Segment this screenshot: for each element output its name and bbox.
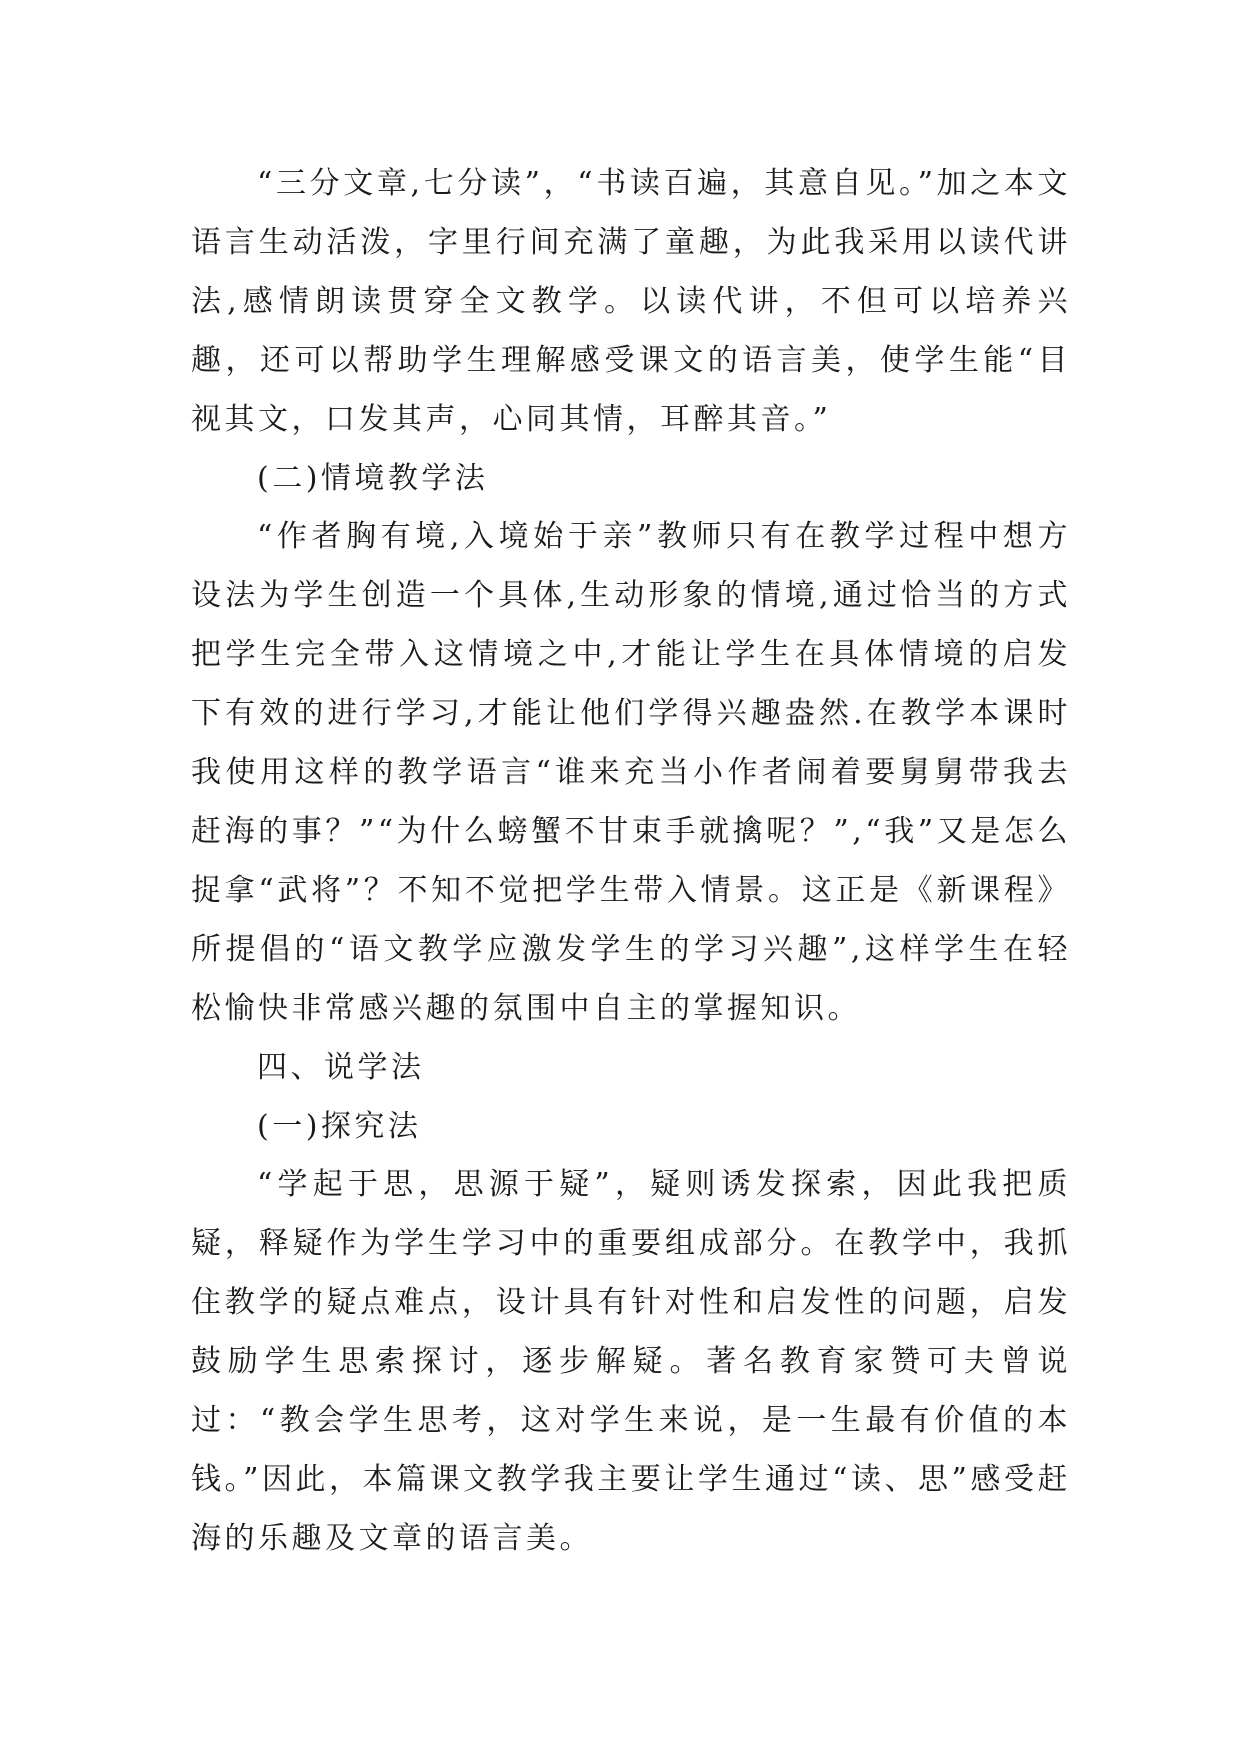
heading-learning-methods: 四、说学法: [257, 1049, 425, 1085]
document-body: [191, 155, 1071, 1569]
paragraph-situational-teaching: “作者胸有境,入境始于亲”教师只有在教学过程中想方设法为学生创造一个具体,生动形象的情境,通过恰当的方式把学生完全带入这情境之中,才能让学生在具体情境的启发下有效的进行学习,才能让他们学得兴趣盎然.在教学本课时我使用这样的教学语言“谁来充当小作者闹着要舅舅带我去赶海的事？”“为什么螃蟹不甘束手就擒呢？”,“我”又是怎么捉拿“武将”？不知不觉把学生带入情景。这正是《新课程》所提倡的“语文教学应激发学生的学习兴趣”,这样学生在轻松愉快非常感兴趣的氛围中自主的掌握知识。: [191, 519, 1071, 1026]
heading-inquiry-method: (一)探究法: [257, 1108, 422, 1144]
heading-situational-teaching: (二)情境教学法: [257, 460, 489, 496]
paragraph-inquiry-method: “学起于思，思源于疑”，疑则诱发探索，因此我把质疑，释疑作为学生学习中的重要组成部分。在教学中，我抓住教学的疑点难点，设计具有针对性和启发性的问题，启发鼓励学生思索探讨，逐步解疑。著名教育家赞可夫曾说过：“教会学生思考，这对学生来说，是一生最有价值的本钱。”因此，本篇课文教学我主要让学生通过“读、思”感受赶海的乐趣及文章的语言美。: [191, 1167, 1071, 1556]
paragraph-reading-method: “三分文章,七分读”，“书读百遍，其意自见。”加之本文语言生动活泼，字里行间充满了童趣，为此我采用以读代讲法,感情朗读贯穿全文教学。以读代讲，不但可以培养兴趣，还可以帮助学生理解感受课文的语言美，使学生能“目视其文，口发其声，心同其情，耳醉其音。”: [191, 166, 1071, 437]
